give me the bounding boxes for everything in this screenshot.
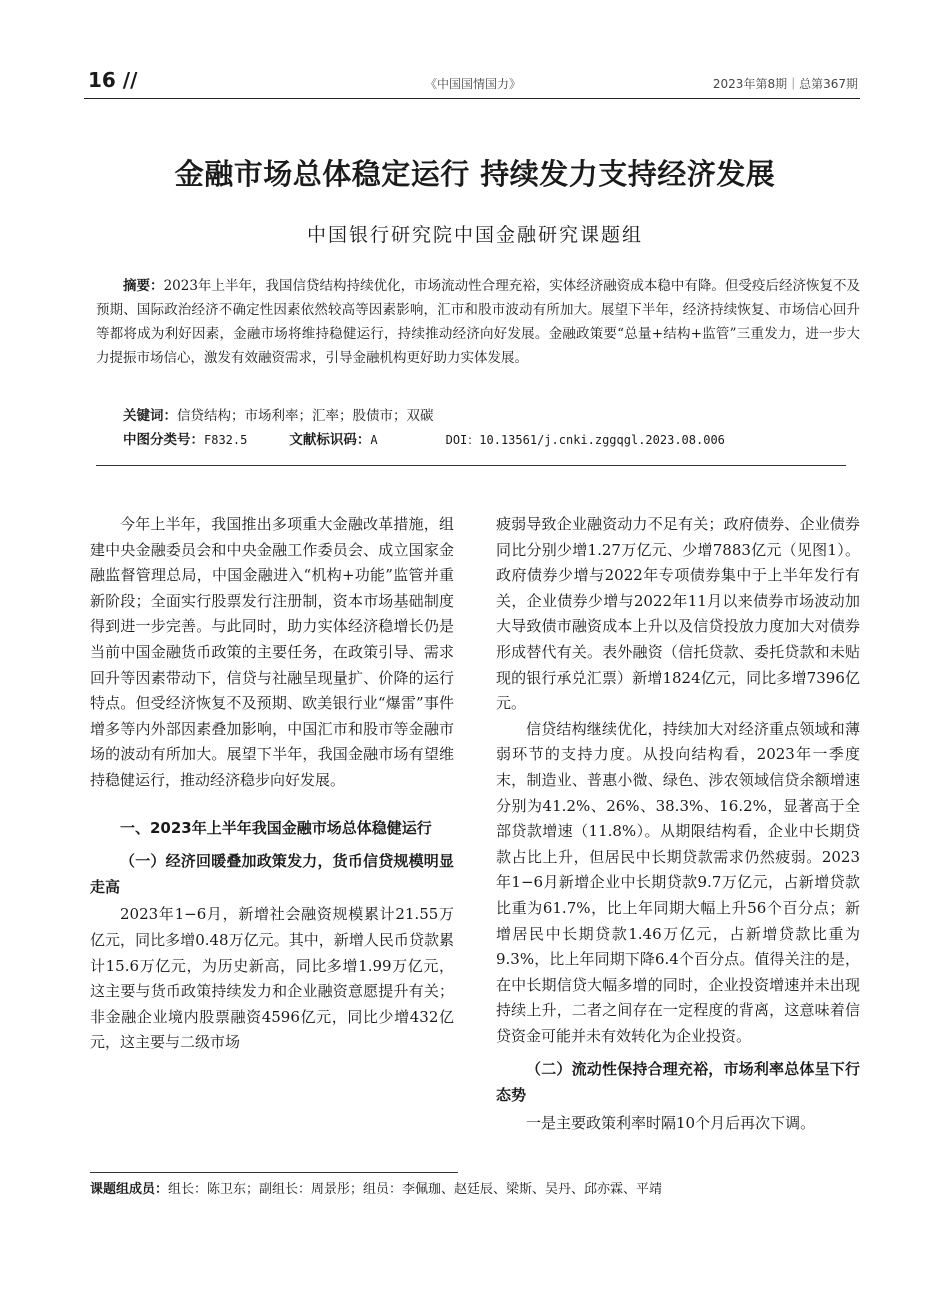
keywords [96, 404, 860, 428]
clc-label: 中图分类号： [123, 432, 204, 448]
abstract [96, 274, 860, 370]
section-heading: 一、2023年上半年我国金融市场总体稳健运行 [120, 818, 432, 837]
doc-code-label: 文献标识码： [289, 432, 371, 448]
footnote-text: 组长：陈卫东；副组长：周景彤；组员：李佩珈、赵廷辰、梁斯、吴丹、邱亦霖、平靖 [168, 1182, 663, 1197]
body-paragraph: 一是主要政策利率时隔10个月后再次下调。 [526, 1113, 816, 1132]
right-column [496, 512, 860, 1136]
doi: DOI：10.13561/j.cnki.zggqgl.2023.08.006 [445, 433, 725, 447]
footnote-label: 课题组成员： [90, 1182, 169, 1197]
doc-code-value: A [370, 433, 378, 447]
article-author: 中国银行研究院中国金融研究课题组 [306, 224, 643, 246]
subsection-heading: （二）流动性保持合理充裕，市场利率总体呈下行态势 [496, 1060, 860, 1105]
abstract-divider [96, 465, 846, 466]
header-divider [84, 98, 860, 99]
footnote [90, 1180, 870, 1200]
keywords-label: 关键词： [123, 408, 177, 424]
footnote-divider [90, 1172, 458, 1173]
left-column [90, 512, 454, 1056]
body-paragraph: 信贷结构继续优化，持续加大对经济重点领域和薄弱环节的支持力度。从投向结构看，2023年一季度末，制造业、普惠小微、绿色、涉农领域信贷余额增速分别为41.2%、26%、38.3%、16.2%，显著高于全部贷款增速（11.8%）。从期限结构看，企业中长期贷款占比上升，但居民中长期贷款需求仍然疲弱。2023年1−6月新增企业中长期贷款9.7万亿元，占新增贷款比重为61.7%，比上年同期大幅上升56个百分点；新增居民中长期贷款1.46万亿元，占新增贷款比重为9.3%，比上年同期下降6.4个百分点。值得关注的是，在中长期信贷大幅多增的同时，企业投资增速并未出现持续上升，二者之间存在一定程度的背离，这意味着信贷资金可能并未有效转化为企业投资。 [496, 719, 860, 1045]
journal-name: 《中国国情国力》 [424, 77, 521, 91]
issue-info: 2023年第8期｜总第367期 [712, 77, 858, 91]
subsection-heading: （一）经济回暖叠加政策发力，货币信贷规模明显走高 [90, 852, 454, 896]
classification-line [96, 428, 860, 452]
abstract-label: 摘要： [123, 278, 164, 294]
keywords-text: 信贷结构；市场利率；汇率；股债市；双碳 [177, 408, 434, 424]
clc-value: F832.5 [204, 433, 248, 447]
body-paragraph: 今年上半年，我国推出多项重大金融改革措施，组建中央金融委员会和中央金融工作委员会、成立国家金融监督管理总局，中国金融进入“机构+功能”监管并重新阶段；全面实行股票发行注册制，资本市场基础制度得到进一步完善。与此同时，助力实体经济稳增长仍是当前中国金融货币政策的主要任务，在政策引导、需求回升等因素带动下，信贷与社融呈现量扩、价降的运行特点。但受经济恢复不及预期、欧美银行业“爆雷”事件增多等内外部因素叠加影响，中国汇市和股市等金融市场的波动有所加大。展望下半年，我国金融市场有望维持稳健运行，推动经济稳步向好发展。 [90, 515, 454, 789]
body-paragraph: 2023年1−6月，新增社会融资规模累计21.55万亿元，同比多增0.48万亿元。其中，新增人民币贷款累计15.6万亿元，为历史新高，同比多增1.99万亿元，这主要与货币政策持续发力和企业融资意愿提升有关；非金融企业境内股票融资4596亿元，同比少增432亿元，这主要与二级市场 [90, 905, 454, 1052]
article-title: 金融市场总体稳定运行 持续发力支持经济发展 [174, 157, 776, 191]
page-header [88, 68, 858, 98]
page-number: 16 // [88, 68, 138, 92]
body-paragraph: 疲弱导致企业融资动力不足有关；政府债券、企业债券同比分别少增1.27万亿元、少增7883亿元（见图1）。政府债券少增与2022年专项债券集中于上半年发行有关，企业债券少增与2022年11月以来债券市场波动加大导致债市融资成本上升以及信贷投放力度加大对债券形成替代有关。表外融资（信托贷款、委托贷款和未贴现的银行承兑汇票）新增1824亿元，同比多增7396亿元。 [496, 515, 860, 713]
abstract-text: 2023年上半年，我国信贷结构持续优化，市场流动性合理充裕，实体经济融资成本稳中有降。但受疫后经济恢复不及预期、国际政治经济不确定性因素依然较高等因素影响，汇市和股市波动有所加大。展望下半年，经济持续恢复、市场信心回升等都将成为利好因素，金融市场将维持稳健运行，持续推动经济向好发展。金融政策要“总量+结构+监管”三重发力，进一步大力提振市场信心，激发有效融资需求，引导金融机构更好助力实体发展。 [96, 278, 861, 366]
